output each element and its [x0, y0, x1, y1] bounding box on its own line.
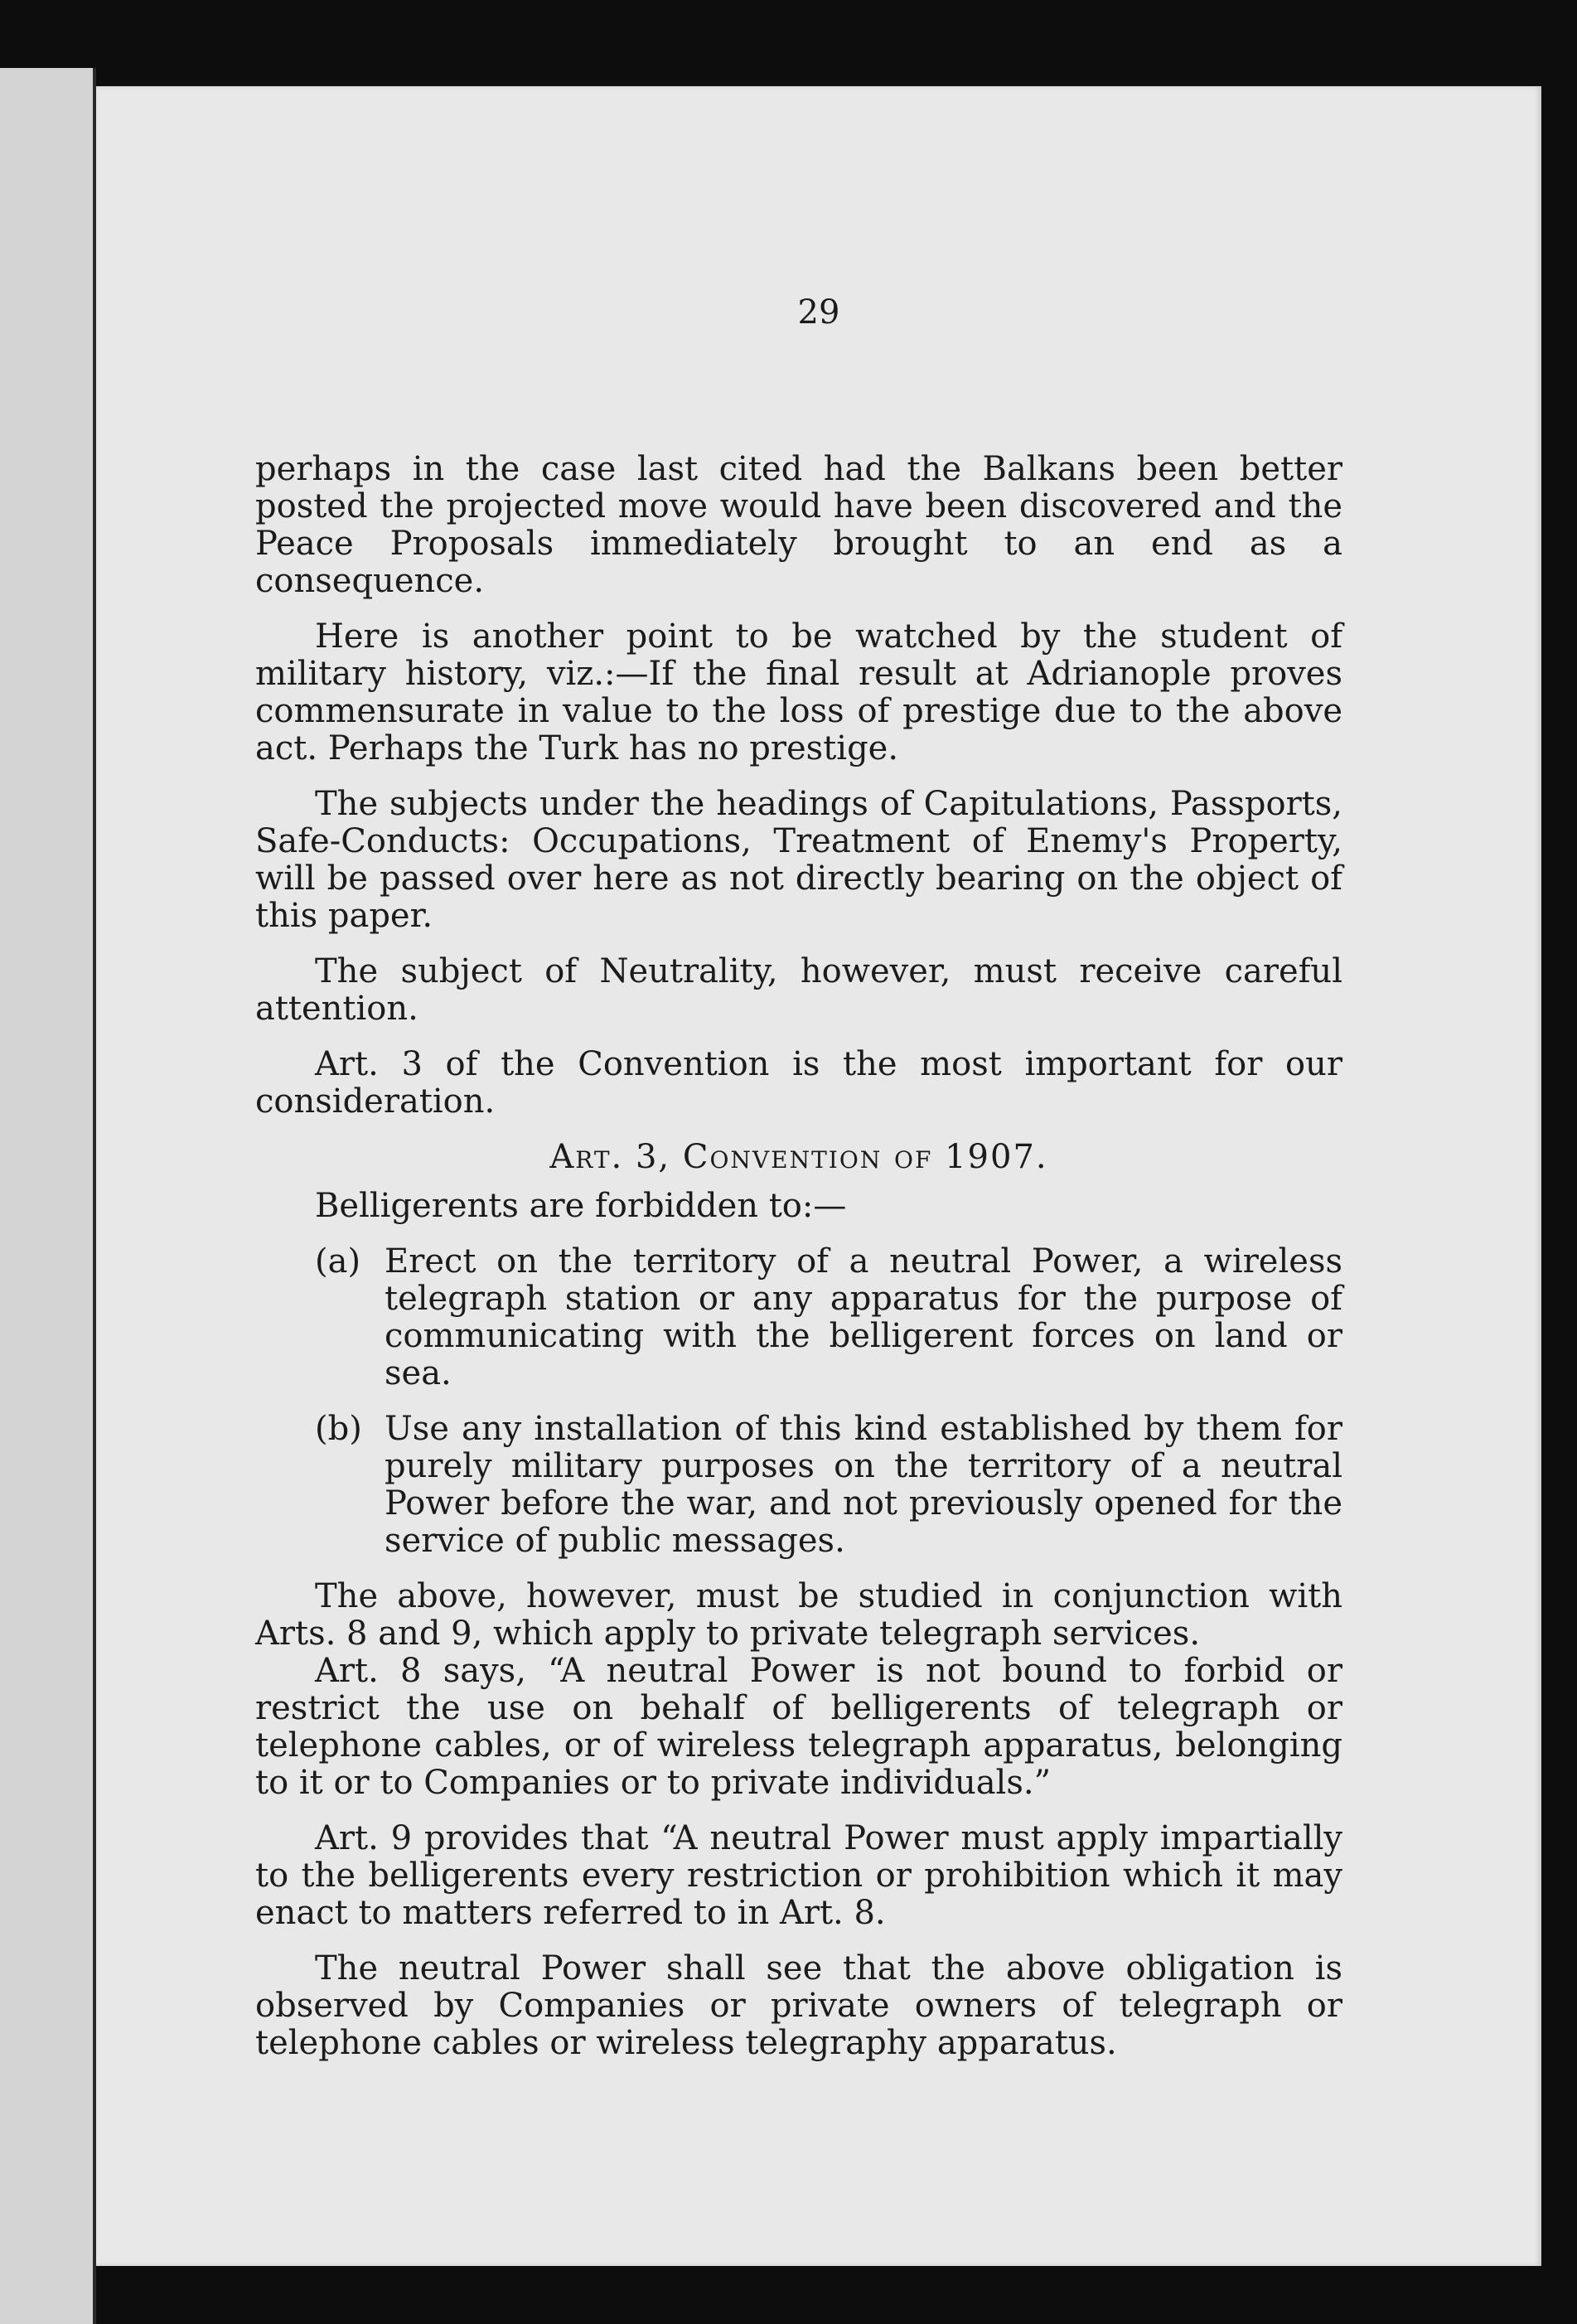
- item-label-a: (a): [315, 1242, 361, 1281]
- closing-paragraph-2: Art. 8 says, “A neutral Power is not bound to forbid or restrict the use on behalf of belligerents of telegraph or telephone cables, or of wireless telegraph apparatus, belonging to it or to Companies or to private individuals.”: [255, 1652, 1342, 1802]
- heading-number: 3,: [635, 1138, 671, 1176]
- item-text-a: Erect on the territory of a neutral Power, a wireless telegraph station or any apparatus for the purpose of communicating with the belligerent forces on land or sea.: [385, 1242, 1342, 1392]
- closing-paragraph-1: The above, however, must be studied in conjunction with Arts. 8 and 9, which apply to private telegraph services.: [255, 1577, 1342, 1653]
- heading-convention: Convention: [682, 1138, 883, 1176]
- heading-year: 1907.: [945, 1138, 1048, 1176]
- page-body: [255, 451, 1342, 2080]
- closing-paragraph-4: The neutral Power shall see that the above obligation is observed by Companies or private owners of telegraph or telephone cables or wireless telegraphy apparatus.: [255, 1949, 1342, 2062]
- heading-of: of: [894, 1138, 933, 1176]
- page-number: 29: [797, 293, 840, 332]
- paragraph-5: Art. 3 of the Convention is the most important for our consideration.: [255, 1045, 1342, 1121]
- item-text-b: Use any installation of this kind established by them for purely military purposes on the territory of a neutral Power before the war, and not previously opened for the service of public messages.: [385, 1410, 1342, 1560]
- item-label-b: (b): [315, 1410, 362, 1448]
- left-page-edge: [0, 68, 96, 2324]
- list-item: [315, 1411, 1342, 1560]
- paragraph-3: The subjects under the headings of Capitulations, Passports, Safe-Conducts: Occupations, Treatment of Enemy's Property, will be passed over here as not directly bearing on the object of this paper.: [255, 785, 1342, 935]
- paragraph-1: perhaps in the case last cited had the Balkans been better posted the projected move would have been discovered and the Peace Proposals immediately brought to an end as a consequence.: [255, 450, 1342, 600]
- heading-art: Art.: [549, 1138, 624, 1176]
- paragraph-2: Here is another point to be watched by the student of military history, viz.:—If the final result at Adrianople proves commensurate in value to the loss of prestige due to the above act. Perhaps the Turk has no prestige.: [255, 617, 1342, 767]
- closing-paragraph-3: Art. 9 provides that “A neutral Power must apply impartially to the belligerents every restriction or prohibition which it may enact to matters referred to in Art. 8.: [255, 1819, 1342, 1932]
- list-item: [315, 1243, 1342, 1392]
- paragraph-4: The subject of Neutrality, however, must receive careful attention.: [255, 952, 1342, 1028]
- intro-line: Belligerents are forbidden to:—: [315, 1187, 847, 1225]
- section-heading: [255, 1139, 1342, 1176]
- book-page: [96, 86, 1541, 2266]
